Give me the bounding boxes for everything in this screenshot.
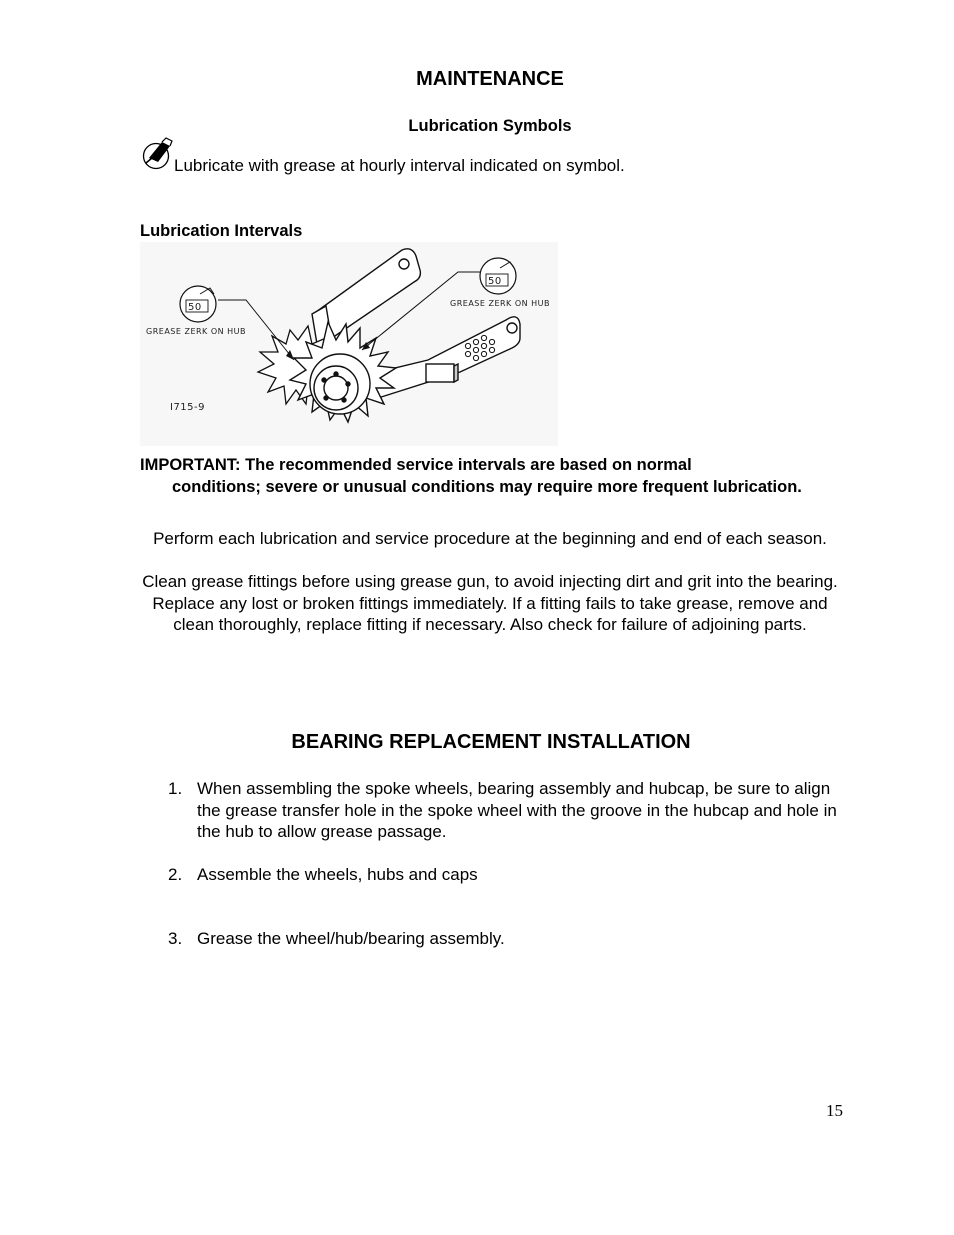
callout-left-value: 50 [188, 302, 202, 313]
list-item [168, 778, 848, 843]
list-item-number: 1. [168, 779, 183, 798]
callout-left-label: GREASE ZERK ON HUB [146, 327, 247, 336]
list-item-text: Grease the wheel/hub/bearing assembly. [197, 929, 505, 948]
list-item-text: When assembling the spoke wheels, bearing assembly and hubcap, be sure to align the grease transfer hole in the spoke wheel with the groove in the hubcap and hole in the hub to allow grease passage. [197, 779, 837, 841]
lubrication-symbol-line [140, 136, 840, 176]
important-note-first-line: IMPORTANT: The recommended service intervals are based on normal [140, 456, 692, 474]
grease-gun-icon [140, 136, 176, 172]
figure-id: I715-9 [170, 402, 206, 413]
lubrication-diagram [140, 242, 558, 446]
page-title: MAINTENANCE [416, 68, 564, 90]
lubrication-intervals-heading: Lubrication Intervals [140, 222, 303, 240]
list-item-text: Assemble the wheels, hubs and caps [197, 865, 478, 884]
important-note [140, 454, 830, 498]
list-item [168, 928, 848, 950]
lubrication-symbol-text: Lubricate with grease at hourly interval indicated on symbol. [174, 156, 625, 175]
page-number: 15 [826, 1101, 843, 1120]
bearing-section-title: BEARING REPLACEMENT INSTALLATION [291, 731, 691, 753]
list-item [168, 864, 848, 886]
service-procedure-paragraph: Perform each lubrication and service procedure at the beginning and end of each season. [153, 529, 827, 548]
callout-right-value: 50 [488, 276, 502, 287]
grease-fittings-paragraph: Clean grease fittings before using grease gun, to avoid injecting dirt and grit into the bearing. Replace any lost or broken fittings immediately. If a fitting fails to take grease, remove and clean thoroughly, replace fitting if necessary. Also check for failure of adjoining parts. [142, 572, 838, 634]
list-item-number: 2. [168, 865, 183, 884]
list-item-number: 3. [168, 929, 183, 948]
important-note-rest: conditions; severe or unusual conditions may require more frequent lubrication. [172, 478, 802, 496]
callout-right-label: GREASE ZERK ON HUB [450, 299, 551, 308]
lubrication-symbols-heading: Lubrication Symbols [408, 117, 572, 135]
